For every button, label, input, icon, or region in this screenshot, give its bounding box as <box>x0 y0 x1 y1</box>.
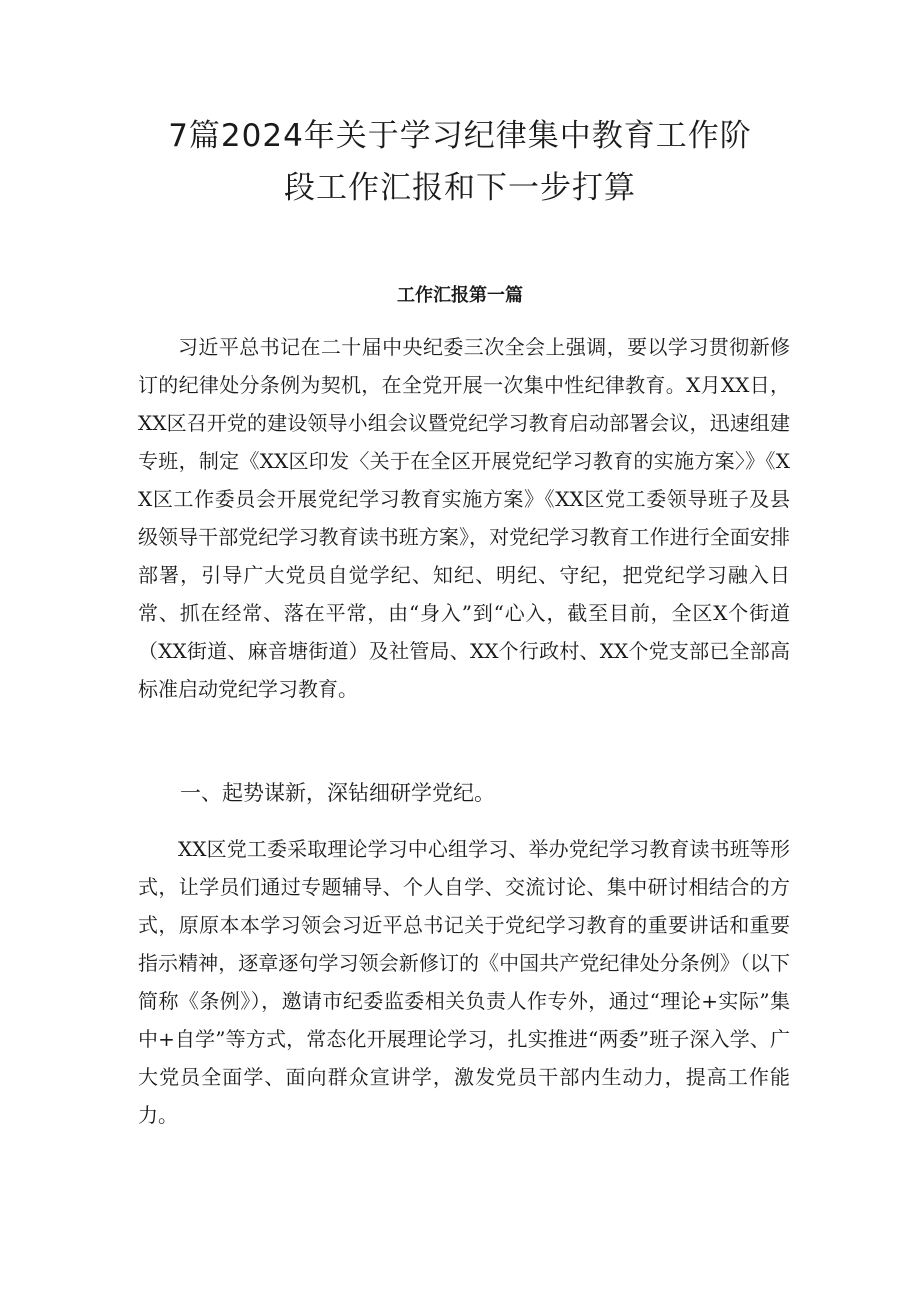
document-title-line-1: 7篇2024年关于学习纪律集中教育工作阶 <box>168 118 752 154</box>
subheading-one: 一、起势谋新，深钻细研学党纪。 <box>180 781 495 805</box>
document-title <box>120 110 800 214</box>
paragraph-study: XX区党工委采取理论学习中心组学习、举办党纪学习教育读书班等形式，让学员们通过专题辅导、个人自学、交流讨论、集中研讨相结合的方式，原原本本学习领会习近平总书记关于党纪学习教育的重要讲话和重要指示精神，逐章逐句学习领会新修订的《中国共产党纪律处分条例》（以下简称《条例》），邀请市纪委监委相关负责人作专外，通过“理论+实际”集中+自学”等方式，常态化开展理论学习，扎实推进“两委”班子深入学、广大党员全面学、面向群众宣讲学，激发党员干部内生动力，提高工作能力。 <box>138 837 790 1127</box>
document-title-line-2: 段工作汇报和下一步打算 <box>284 170 636 206</box>
section-heading: 工作汇报第一篇 <box>397 285 523 306</box>
paragraph-intro: 习近平总书记在二十届中央纪委三次全会上强调，要以学习贯彻新修订的纪律处分条例为契机，在全党开展一次集中性纪律教育。X月XX日，XX区召开党的建设领导小组会议暨党纪学习教育启动部署会议，迅速组建专班，制定《XX区印发〈关于在全区开展党纪学习教育的实施方案〉》《XX区工作委员会开展党纪学习教育实施方案》《XX区党工委领导班子及县级领导干部党纪学习教育读书班方案》，对党纪学习教育工作进行全面安排部署，引导广大党员自觉学纪、知纪、明纪、守纪，把党纪学习融入日常、抓在经常、落在平常，由“身入”到“心入，截至目前，全区X个街道（XX街道、麻音塘街道）及社管局、XX个行政村、XX个党支部已全部高标准启动党纪学习教育。 <box>138 335 790 701</box>
